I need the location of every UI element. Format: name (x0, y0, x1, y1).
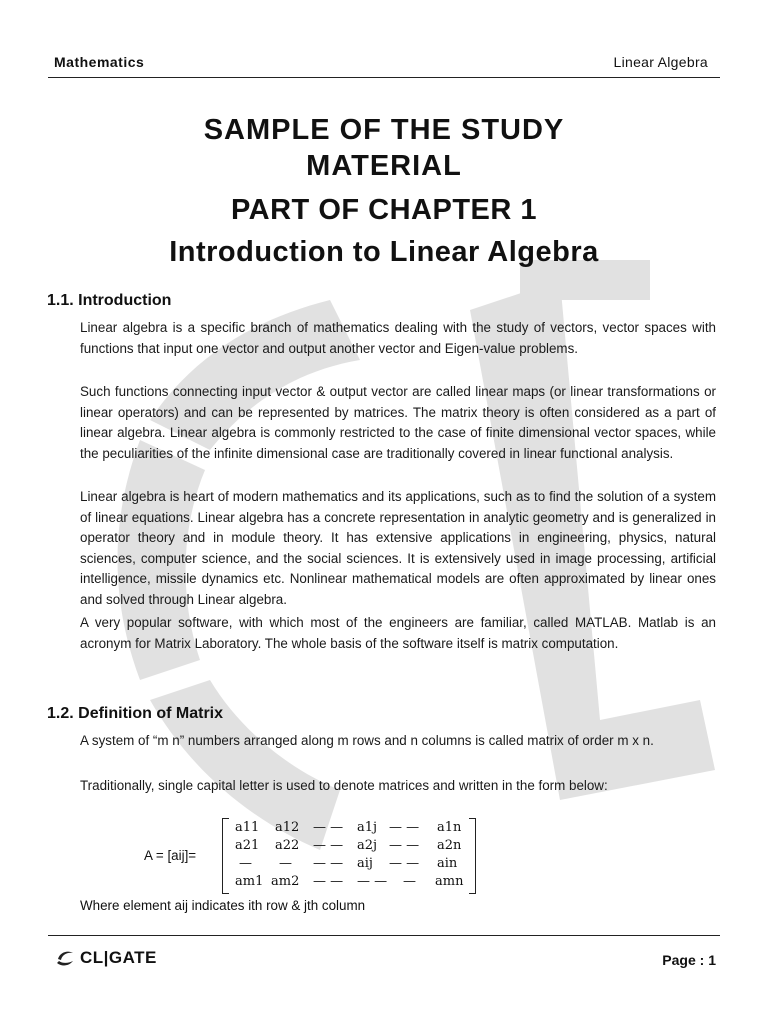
title-line-3: PART OF CHAPTER 1 (230, 194, 538, 226)
matrix-cell: a1n (437, 820, 462, 835)
paragraph: Linear algebra is heart of modern mathematics and its applications, such as to find the solution of a system of linear equations. Linear algebra has a concrete representation in analytic geometry and is generalized in operator theory and in module theory. It has extensive applications in engineering, physics, natural sciences, computer science, and the social sciences. It is extensively used in image processing, artificial intelligence, missile dynamics etc. Nonlinear mathematical models are often approximated by linear ones and solved through Linear algebra. (80, 489, 716, 607)
header-divider (48, 77, 720, 78)
logo-text: CL|GATE (80, 948, 157, 967)
matrix-cell: — — (389, 820, 420, 835)
matrix-cell: — — (357, 874, 388, 889)
footer-logo (54, 946, 157, 970)
paragraph: Linear algebra is a specific branch of mathematics dealing with the study of vectors, vector spaces with functions that input one vector and output another vector and Eigen-value problems. (80, 320, 716, 356)
matrix-cell: — — (313, 838, 344, 853)
matrix-label: A = [aij]= (144, 848, 197, 863)
paragraph: Such functions connecting input vector & output vector are called linear maps (or linear transformations or linear operators) and can be represented by matrices. The matrix theory is often considered as a part of linear algebra. Linear algebra is commonly restricted to the case of finite dimensional vector spaces, while the peculiarities of the infinite dimensional case are traditionally covered in linear functional analysis. (80, 384, 716, 461)
paragraph: A system of “m n” numbers arranged along m rows and n columns is called matrix of order m x n. (80, 733, 654, 748)
header-subject: Mathematics (54, 54, 145, 70)
matrix-cell: a11 (235, 820, 260, 835)
matrix-cell: a2n (437, 838, 462, 853)
matrix-equation (144, 818, 484, 896)
matrix-cell: — — (389, 838, 420, 853)
matrix-cell: — — (313, 820, 344, 835)
paragraph: Traditionally, single capital letter is used to denote matrices and written in the form below: (80, 778, 608, 793)
matrix-cell: — — (313, 874, 344, 889)
section-heading-definition: 1.2. Definition of Matrix (47, 705, 224, 722)
matrix-row (229, 856, 469, 874)
matrix-element-note: Where element aij indicates ith row & jth column (80, 898, 366, 913)
matrix-row (229, 820, 469, 838)
matrix-body (222, 818, 476, 894)
matrix-cell: — (279, 856, 292, 871)
matrix-cell: amn (435, 874, 464, 889)
swirl-icon (54, 947, 76, 969)
header-topic: Linear Algebra (613, 54, 708, 70)
section-heading-introduction: 1.1. Introduction (47, 292, 172, 309)
title-line-4: Introduction to Linear Algebra (169, 236, 599, 268)
footer-divider (48, 935, 720, 936)
matrix-cell: ain (437, 856, 458, 871)
matrix-cell: — — (313, 856, 344, 871)
paragraph: A very popular software, with which most of the engineers are familiar, called MATLAB. Matlab is an acronym for Matrix Laboratory. The whole basis of the software itself is matrix computation. (80, 615, 716, 651)
matrix-cell: — — (389, 856, 420, 871)
matrix-cell: — (403, 874, 416, 889)
matrix-row (229, 838, 469, 856)
matrix-cell: a1j (357, 820, 378, 835)
matrix-cell: a22 (275, 838, 300, 853)
matrix-cell: am1 (235, 874, 264, 889)
matrix-cell: a2j (357, 838, 378, 853)
matrix-cell: a21 (235, 838, 260, 853)
matrix-cell: — (239, 856, 252, 871)
matrix-cell: am2 (271, 874, 300, 889)
matrix-cell: aij (357, 856, 373, 871)
matrix-row (229, 874, 469, 892)
matrix-cell: a12 (275, 820, 300, 835)
title-line-2: MATERIAL (306, 150, 462, 182)
title-line-1: SAMPLE OF THE STUDY (203, 114, 565, 146)
page-number: Page : 1 (662, 952, 716, 968)
